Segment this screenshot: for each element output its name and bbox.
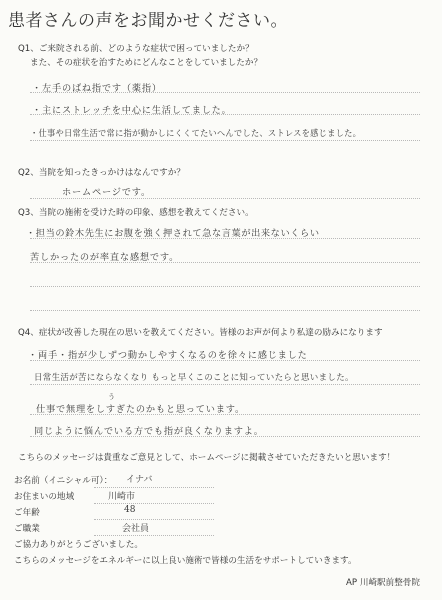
q4-answer-1: ・両手・指が少しずつ動かしやすくなるのを徐々に感じました bbox=[28, 350, 308, 361]
answer-line bbox=[30, 384, 420, 385]
thanks-text: ご協力ありがとうございました。 bbox=[14, 540, 143, 550]
field-value-occupation: 会社員 bbox=[122, 524, 150, 534]
field-label-occupation: ご職業 bbox=[14, 524, 40, 534]
q1-answer-3: ・仕事や日常生活で常に指が動かしにくくてたいへんでした、ストレスを感じました。 bbox=[30, 128, 362, 138]
q1-question-line2: また、その症状を治すためにどんなことをしていましたか？ bbox=[30, 58, 263, 68]
field-line bbox=[94, 519, 214, 520]
field-value-region: 川崎市 bbox=[108, 492, 136, 502]
answer-line bbox=[30, 198, 420, 199]
support-text: こちらのメッセージをエネルギーに以上良い施術で皆様の生活をサポートしていきます。 bbox=[14, 556, 357, 566]
answer-line bbox=[30, 140, 420, 141]
q2-answer: ホームページです。 bbox=[62, 187, 151, 198]
field-value-name: イナバ bbox=[126, 475, 153, 485]
q3-answer-1: ・担当の鈴木先生にお腹を強く押されて急な言葉が出来ないくらい bbox=[26, 228, 320, 239]
q1-answer-2: ・主にストレッチを中心に生活してました。 bbox=[32, 105, 232, 116]
field-label-name: お名前（イニシャル可）： bbox=[14, 476, 113, 486]
q1-answer-1: ・左手のばね指です（薬指） bbox=[32, 83, 162, 94]
field-line bbox=[94, 487, 214, 488]
q4-annotation: う bbox=[108, 393, 116, 401]
answer-line bbox=[30, 286, 420, 287]
field-line bbox=[94, 535, 214, 536]
field-line bbox=[94, 503, 214, 504]
q3-answer-2: 苦しかったのが率直な感想です。 bbox=[30, 252, 180, 263]
field-label-region: お住まいの地域 bbox=[14, 492, 75, 502]
page-title: 患者さんの声をお聞かせください。 bbox=[8, 11, 288, 31]
q4-answer-4: 同じように悩んでいる方でも指が良くなりますよ。 bbox=[34, 426, 264, 437]
field-value-age: 48 bbox=[124, 505, 136, 515]
q4-answer-3: 仕事で無理をしすぎたのかもと思っています。 bbox=[36, 404, 246, 415]
clinic-brand: AP 川崎駅前整骨院 bbox=[346, 578, 420, 588]
q3-question: Q3、当院の施術を受けた時の印象、感想を教えてください。 bbox=[18, 208, 254, 218]
publish-notice: こちらのメッセージは貴重なご意見として、ホームページに掲載させていただきたいと思います！ bbox=[18, 453, 396, 463]
q1-question: Q1、ご来院される前、どのような症状で困っていましたか？ bbox=[18, 44, 254, 54]
field-label-age: ご年齢 bbox=[14, 508, 40, 518]
q4-answer-2: 日常生活が苦にならなくなり もっと早くこのことに知っていたらと思いました。 bbox=[34, 373, 354, 383]
answer-line bbox=[30, 310, 420, 311]
q2-question: Q2、当院を知ったきっかけはなんですか？ bbox=[18, 168, 185, 178]
q4-question: Q4、症状が改善した現在の思いを教えてください。皆様のお声が何より私達の励みになります bbox=[18, 328, 383, 338]
